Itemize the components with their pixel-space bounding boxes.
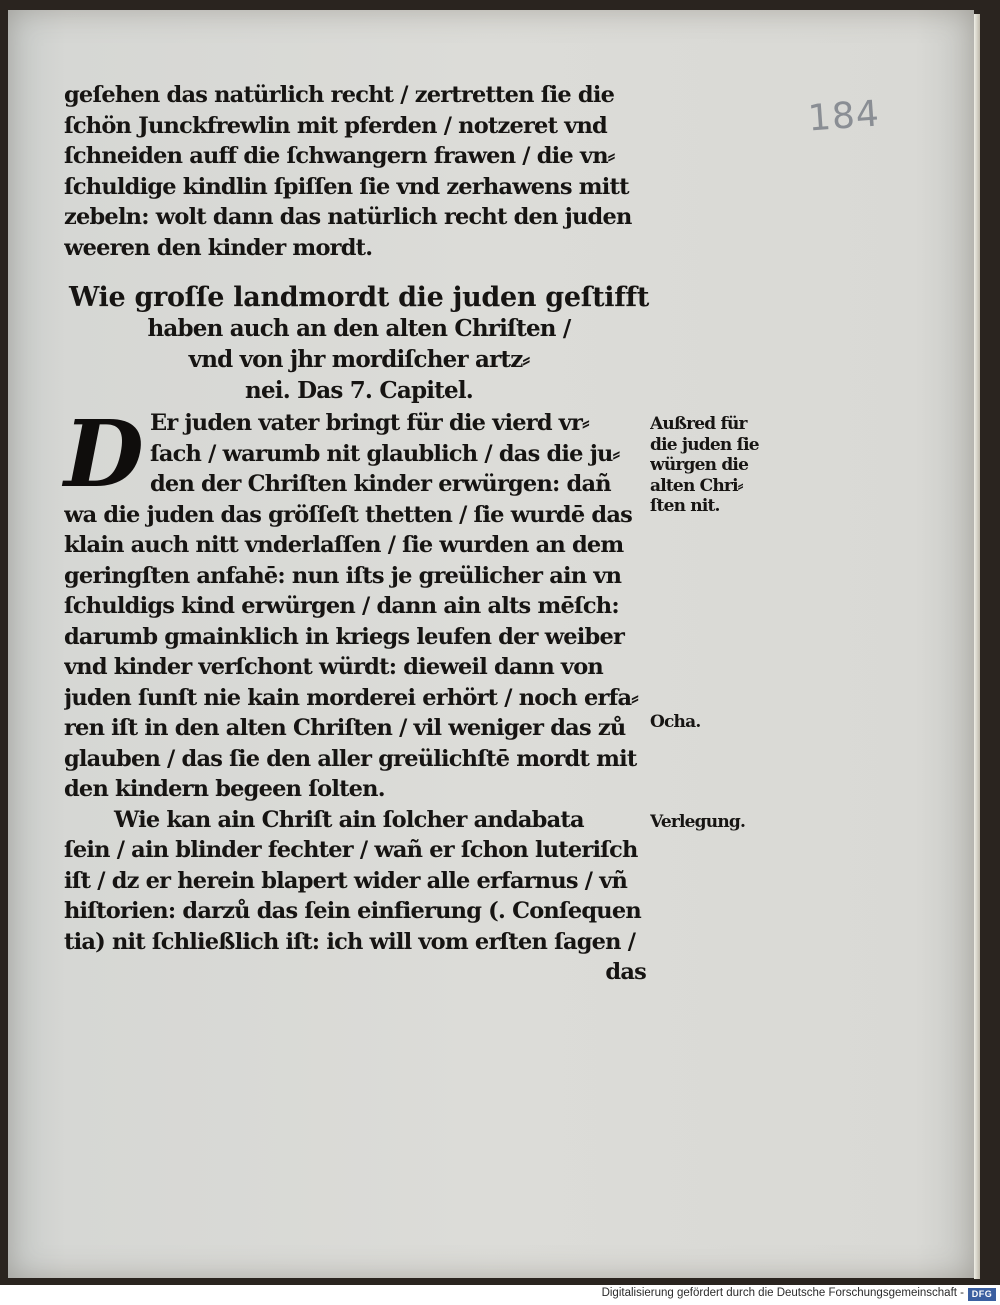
margin-note-line: würgen die: [650, 455, 749, 475]
margin-note-line: Ocha.: [650, 712, 701, 732]
text-line: klain auch nitt vnderlaſſen / ſie wurden an dem: [64, 532, 624, 558]
text-line: iſt / dz er herein blapert wider alle erfarnus / vñ: [64, 867, 628, 894]
margin-note-line: Verlegung.: [650, 812, 746, 832]
margin-note-line: alten Chri⸗: [650, 475, 743, 496]
folio-number: 184: [806, 93, 882, 140]
catchword: das: [605, 959, 646, 985]
margin-note-line: Außred für: [650, 414, 747, 434]
text-line: den der Chriſten kinder erwürgen: dañ: [150, 471, 611, 497]
page-edge: [974, 14, 980, 1279]
heading-line: vnd von jhr mordiſcher artz⸗: [188, 346, 530, 373]
text-line: ſach / warumb nit glaublich / das die ju⸗: [150, 440, 620, 467]
margin-note-line: die juden ſie: [650, 434, 759, 455]
chapter-text-block: [64, 400, 654, 988]
chapter-heading: [64, 282, 654, 406]
text-line: ſchön Junckfrewlin mit pferden / notzeret vnd: [64, 112, 607, 139]
text-line: weeren den kinder mordt.: [64, 234, 373, 261]
text-line: ſchuldige kindlin ſpiſſen ſie vnd zerhawens mitt: [64, 173, 629, 200]
heading-line: Wie groſſe landmordt die juden geſtifft: [68, 282, 650, 313]
heading-line: nei. Das 7. Capitel.: [245, 377, 473, 404]
text-line: Er juden vater bringt für die vierd vr⸗: [150, 410, 589, 436]
text-line: juden ſunſt nie kain morderei erhört / noch erfa⸗: [64, 684, 638, 711]
text-line: Wie kan ain Chriſt ain ſolcher andabata: [114, 806, 584, 833]
margin-note-line: ſten nit.: [650, 496, 720, 516]
text-line: vnd kinder verſchont würdt: dieweil dann von: [64, 654, 603, 680]
margin-note-ocha: [650, 712, 700, 733]
margin-note-ausred: [650, 414, 759, 517]
margin-note-verlegung: [650, 812, 745, 833]
text-line: geſehen das natürlich recht / zertretten ſie die: [64, 82, 615, 108]
text-line: glauben / das ſie den aller greülichſtē mordt mit: [64, 745, 637, 772]
text-line: hiſtorien: darzů das ſein einfierung (. Conſequen: [64, 898, 641, 924]
drop-capital: D: [64, 400, 144, 508]
text-line: zebeln: wolt dann das natürlich recht den juden: [64, 204, 632, 230]
text-line: geringſten anfahē: nun iſts je greülicher ain vn: [64, 562, 622, 589]
text-line: ſein / ain blinder fechter / wañ er ſchon luteriſch: [64, 837, 638, 863]
text-line: ren iſt in den alten Chriſten / vil weniger das zů: [64, 715, 626, 741]
text-line: ſchneiden auff die ſchwangern frawen / die vn⸗: [64, 143, 615, 169]
heading-line: haben auch an den alten Chriſten /: [147, 315, 571, 342]
text-line: darumb gmainklich in kriegs leufen der weiber: [64, 623, 625, 650]
text-line: tia) nit ſchließlich iſt: ich will vom erſten ſagen /: [64, 928, 636, 955]
footer-bar: [0, 1285, 1000, 1305]
top-text-block: [64, 80, 654, 263]
dfg-logo: DFG: [968, 1288, 996, 1301]
text-line: wa die juden das gröſſeſt thetten / ſie wurdē das: [64, 501, 632, 528]
funding-notice: Digitalisierung gefördert durch die Deutsche Forschungsgemeinschaft -: [601, 1287, 964, 1299]
text-line: den kindern begeen ſolten.: [64, 776, 385, 802]
text-line: ſchuldigs kind erwürgen / dann ain alts mēſch:: [64, 593, 619, 619]
